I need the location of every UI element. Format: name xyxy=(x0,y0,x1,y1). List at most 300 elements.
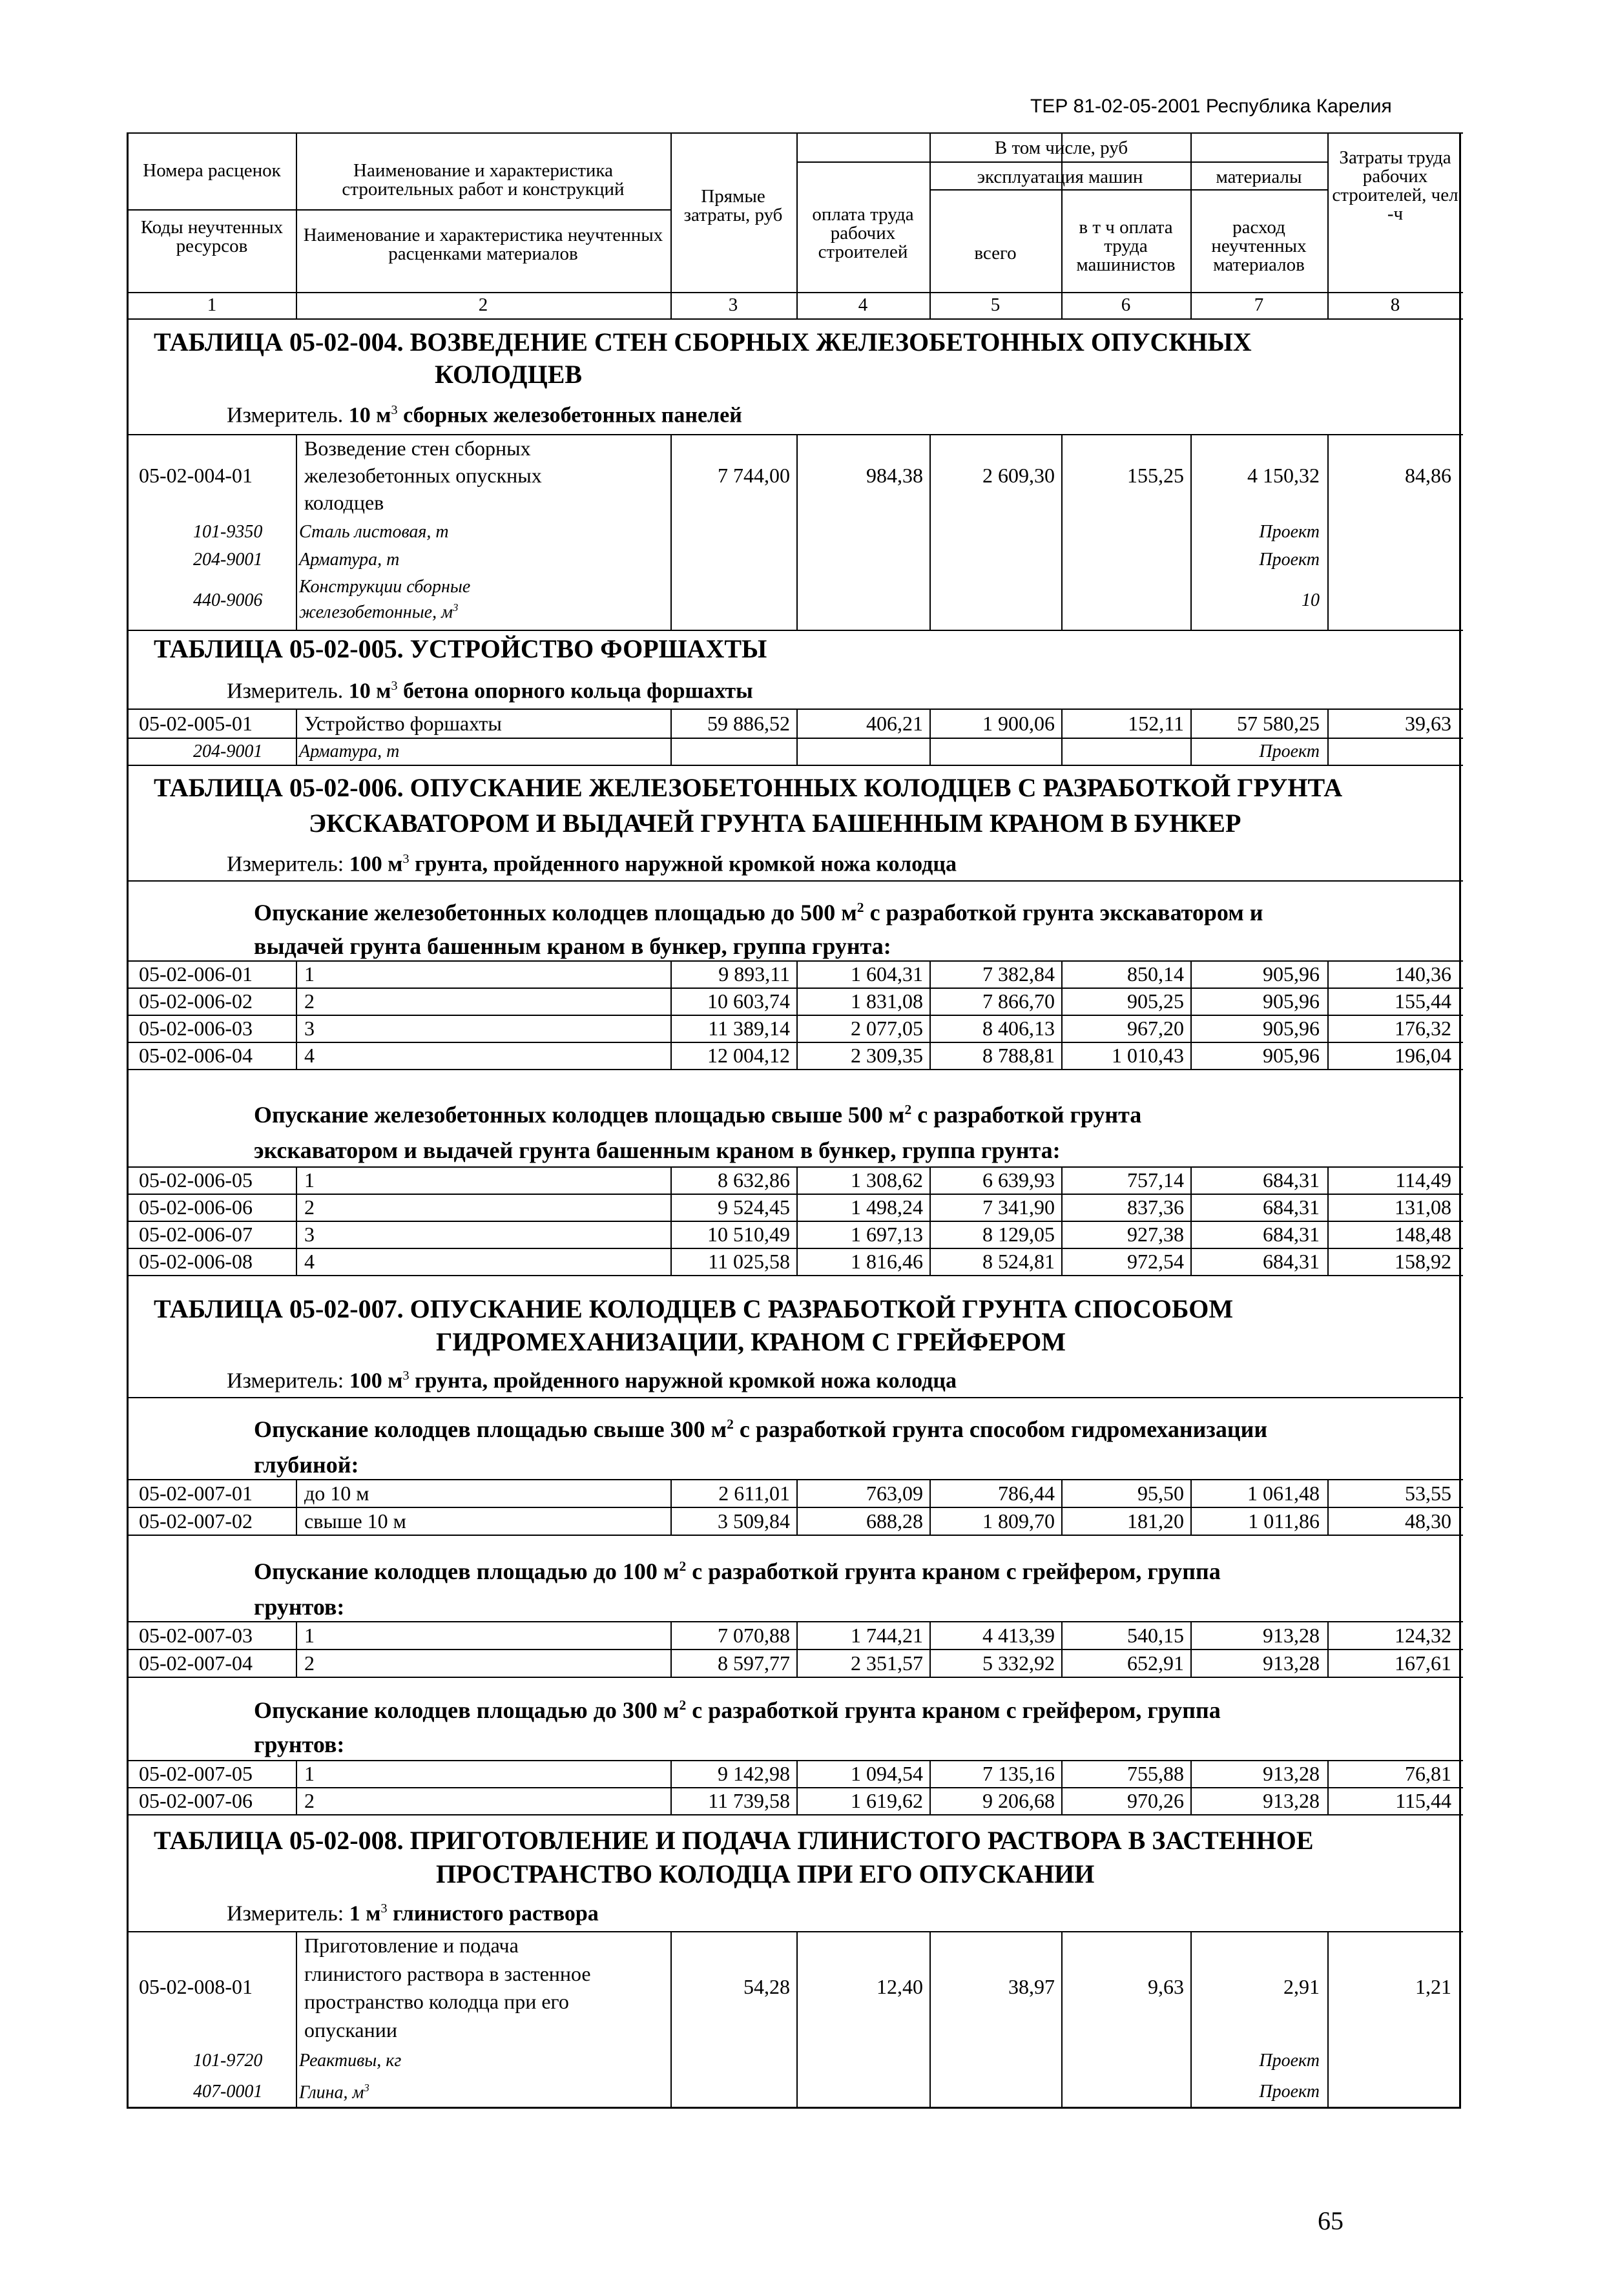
column-line xyxy=(1327,1621,1329,1649)
t008-row-code: 05-02-008-01 xyxy=(139,1975,253,1998)
column-line xyxy=(670,1479,672,1507)
column-line xyxy=(929,1621,931,1649)
measurer-text: сборных железобетонных панелей xyxy=(397,403,742,428)
t007-row-4-c8: 167,61 xyxy=(1395,1651,1451,1675)
column-line xyxy=(670,738,672,765)
t007-row-2-c8: 48,30 xyxy=(1405,1509,1451,1533)
column-numbers-line xyxy=(129,318,1463,320)
column-line xyxy=(670,1042,672,1069)
t008-row-c5: 38,97 xyxy=(1008,1975,1055,1998)
t006-row-6-c7: 684,31 xyxy=(1263,1195,1320,1219)
t006-row-1-c6: 850,14 xyxy=(1127,962,1184,986)
column-line xyxy=(1190,738,1192,765)
column-line xyxy=(1190,1166,1192,1194)
measurer-label: Измеритель: xyxy=(227,1901,349,1926)
column-line xyxy=(1327,1166,1329,1194)
t007-row-2-c3: 3 509,84 xyxy=(718,1509,790,1533)
t006-title-1: ТАБЛИЦА 05-02-006. ОПУСКАНИЕ ЖЕЛЕЗОБЕТОННЫХ КОЛОДЦЕВ С РАЗРАБОТКОЙ ГРУНТА xyxy=(154,773,1343,802)
header-rashod: расход неучтенных материалов xyxy=(1211,217,1307,275)
t006-row-2-c5: 7 866,70 xyxy=(982,989,1055,1013)
t004-row-c3: 7 744,00 xyxy=(718,464,790,487)
column-line xyxy=(1327,1649,1329,1677)
subgroup-text: Опускание колодцев площадью до 300 м xyxy=(254,1697,680,1723)
t006-row-4-c7: 905,96 xyxy=(1263,1044,1320,1067)
t007-measurer xyxy=(227,1369,957,1392)
t006-groupB-heading xyxy=(254,1103,1141,1126)
t008-row-name-2: глинистого раствора в застенное xyxy=(304,1962,591,1985)
measurer-unit: 100 м xyxy=(349,1369,403,1393)
t007-row-1-c3: 2 611,01 xyxy=(718,1481,790,1505)
rule-line xyxy=(129,1069,1463,1070)
t004-res-2-name: Арматура, т xyxy=(299,550,400,570)
column-line xyxy=(1190,988,1192,1015)
t007-row-2-c6: 181,20 xyxy=(1127,1509,1184,1533)
t006-row-5-c3: 8 632,86 xyxy=(718,1168,790,1192)
t007-row-4-c6: 652,91 xyxy=(1127,1651,1184,1675)
t007-row-3-code: 05-02-007-03 xyxy=(139,1623,253,1647)
t004-res-3-c7: 10 xyxy=(1302,590,1320,610)
column-line xyxy=(1190,1194,1192,1221)
t007-title-1: ТАБЛИЦА 05-02-007. ОПУСКАНИЕ КОЛОДЦЕВ С РАЗРАБОТКОЙ ГРУНТА СПОСОБОМ xyxy=(154,1294,1234,1323)
column-line xyxy=(1327,708,1329,738)
t004-title-1: ТАБЛИЦА 05-02-004. ВОЗВЕДЕНИЕ СТЕН СБОРНЫХ ЖЕЛЕЗОБЕТОННЫХ ОПУСКНЫХ xyxy=(154,327,1252,357)
t007-groupA-heading-line2: глубиной: xyxy=(254,1452,359,1478)
t007-row-4-c4: 2 351,57 xyxy=(851,1651,923,1675)
column-line xyxy=(1190,1760,1192,1787)
column-line xyxy=(1061,1931,1063,2109)
t007-groupC-heading-line2: грунтов: xyxy=(254,1732,345,1757)
subgroup-text: с разработкой грунта краном с грейфером, группа xyxy=(686,1558,1221,1584)
t008-title-2: ПРОСТРАНСТВО КОЛОДЦА ПРИ ЕГО ОПУСКАНИИ xyxy=(436,1859,1095,1888)
t004-row-name-3: колодцев xyxy=(304,491,384,514)
header-nomera: Номера расценок xyxy=(143,160,281,181)
column-line xyxy=(296,1194,297,1221)
t006-row-7-c7: 684,31 xyxy=(1263,1223,1320,1246)
rule-line xyxy=(129,1397,1463,1398)
t007-row-3-name: 1 xyxy=(304,1623,315,1647)
column-line xyxy=(929,1221,931,1248)
header-v-tom-chisle: В том числе, руб xyxy=(994,138,1128,158)
column-line xyxy=(929,132,931,318)
t004-title-2: КОЛОДЦЕВ xyxy=(435,360,583,389)
t004-res-1-name: Сталь листовая, т xyxy=(299,522,449,542)
t006-row-2-c4: 1 831,08 xyxy=(851,989,923,1013)
column-line xyxy=(296,1621,297,1649)
measurer-text: грунта, пройденного наружной кромкой ножа колодца xyxy=(409,1369,957,1393)
t006-row-2-c3: 10 603,74 xyxy=(707,989,790,1013)
column-line xyxy=(670,1015,672,1042)
header-vsego: всего xyxy=(974,243,1017,264)
rule-line xyxy=(129,765,1463,766)
column-line xyxy=(1190,434,1192,630)
subgroup-text: Опускание железобетонных колодцев площадью до 500 м xyxy=(254,900,857,926)
column-line xyxy=(1190,1649,1192,1677)
column-line xyxy=(796,1649,798,1677)
rule-line xyxy=(129,1507,1463,1508)
header-naim2: Наименование и характеристика неучтенных расценками материалов xyxy=(303,225,663,264)
column-line xyxy=(929,1042,931,1069)
column-line xyxy=(1061,1194,1063,1221)
t006-row-6-name: 2 xyxy=(304,1195,315,1219)
t007-row-4-c7: 913,28 xyxy=(1263,1651,1320,1675)
subgroup-text: с разработкой грунта xyxy=(911,1102,1142,1128)
column-line xyxy=(796,1221,798,1248)
resource-name: железобетонные, м xyxy=(299,602,453,623)
measurer-unit: 100 м xyxy=(349,852,403,876)
column-line xyxy=(670,132,672,318)
column-line xyxy=(1061,1621,1063,1649)
column-line xyxy=(670,960,672,988)
column-line xyxy=(796,1015,798,1042)
rule-line xyxy=(129,1677,1463,1678)
rule-line xyxy=(129,1931,1463,1932)
t008-title-1: ТАБЛИЦА 05-02-008. ПРИГОТОВЛЕНИЕ И ПОДАЧА ГЛИНИСТОГО РАСТВОРА В ЗАСТЕННОЕ xyxy=(154,1826,1314,1855)
t006-row-5-c6: 757,14 xyxy=(1127,1168,1184,1192)
t006-row-7-c5: 8 129,05 xyxy=(982,1223,1055,1246)
column-line xyxy=(1190,132,1192,318)
t007-row-1-name: до 10 м xyxy=(304,1481,369,1505)
column-line xyxy=(929,738,931,765)
t007-row-4-code: 05-02-007-04 xyxy=(139,1651,253,1675)
column-line xyxy=(929,1248,931,1275)
column-line xyxy=(296,1787,297,1814)
t004-res-3-code: 440-9006 xyxy=(193,590,263,610)
t007-row-1-c4: 763,09 xyxy=(866,1481,923,1505)
column-line xyxy=(1327,1507,1329,1535)
column-line xyxy=(796,1248,798,1275)
t006-title-2: ЭКСКАВАТОРОМ И ВЫДАЧЕЙ ГРУНТА БАШЕННЫМ КРАНОМ В БУНКЕР xyxy=(309,809,1241,838)
column-line xyxy=(1190,960,1192,988)
t007-groupA-heading xyxy=(254,1418,1267,1441)
column-number-2: 2 xyxy=(478,295,488,315)
subgroup-exponent: 2 xyxy=(727,1416,734,1432)
t007-row-6-c7: 913,28 xyxy=(1263,1789,1320,1812)
measurer-unit: 10 м xyxy=(348,403,391,428)
column-line xyxy=(929,1194,931,1221)
column-line xyxy=(929,1931,931,2109)
rule-line xyxy=(129,1649,1463,1650)
t005-title: ТАБЛИЦА 05-02-005. УСТРОЙСТВО ФОРШАХТЫ xyxy=(154,634,767,663)
column-line xyxy=(1190,1221,1192,1248)
column-line xyxy=(1061,1479,1063,1507)
column-line xyxy=(1327,1479,1329,1507)
measurer-text: глинистого раствора xyxy=(387,1901,599,1926)
column-line xyxy=(796,1479,798,1507)
t006-row-5-name: 1 xyxy=(304,1168,315,1192)
t007-row-4-c3: 8 597,77 xyxy=(718,1651,790,1675)
column-line xyxy=(1327,988,1329,1015)
t007-row-5-c4: 1 094,54 xyxy=(851,1762,923,1785)
t007-row-2-c5: 1 809,70 xyxy=(982,1509,1055,1533)
column-line xyxy=(1327,1760,1329,1787)
column-line xyxy=(1061,1649,1063,1677)
measurer-exponent: 3 xyxy=(391,679,398,693)
t006-row-7-c8: 148,48 xyxy=(1395,1223,1451,1246)
column-line xyxy=(1327,434,1329,630)
measurer-label: Измеритель: xyxy=(227,1369,349,1393)
t007-row-5-c8: 76,81 xyxy=(1405,1762,1451,1785)
column-line xyxy=(1327,1931,1329,2109)
t007-row-1-c5: 786,44 xyxy=(998,1481,1055,1505)
measurer-text: бетона опорного кольца форшахты xyxy=(397,679,753,703)
t007-row-6-c5: 9 206,68 xyxy=(982,1789,1055,1812)
t005-row-c7: 57 580,25 xyxy=(1237,711,1320,735)
column-line xyxy=(929,708,931,738)
t006-row-1-c8: 140,36 xyxy=(1395,962,1451,986)
column-number-4: 4 xyxy=(858,295,868,315)
subgroup-text: с разработкой грунта краном с грейфером, группа xyxy=(686,1697,1221,1723)
column-line xyxy=(670,1621,672,1649)
t006-row-7-c6: 927,38 xyxy=(1127,1223,1184,1246)
column-line xyxy=(296,1042,297,1069)
column-line xyxy=(1327,1248,1329,1275)
column-line xyxy=(1327,1194,1329,1221)
subgroup-exponent: 2 xyxy=(904,1102,912,1117)
column-line xyxy=(296,1166,297,1194)
t007-groupB-heading-line2: грунтов: xyxy=(254,1594,345,1620)
t006-row-3-c5: 8 406,13 xyxy=(982,1017,1055,1040)
column-line xyxy=(296,1649,297,1677)
t007-row-5-code: 05-02-007-05 xyxy=(139,1762,253,1785)
column-line xyxy=(1190,1621,1192,1649)
column-line xyxy=(796,960,798,988)
t008-row-c7: 2,91 xyxy=(1283,1975,1320,1998)
t005-row-c3: 59 886,52 xyxy=(707,711,790,735)
column-line xyxy=(1061,1042,1063,1069)
t006-row-6-c8: 131,08 xyxy=(1395,1195,1451,1219)
subgroup-text: Опускание железобетонных колодцев площадью свыше 500 м xyxy=(254,1102,905,1128)
column-number-5: 5 xyxy=(990,295,1001,315)
column-line xyxy=(796,1042,798,1069)
t006-groupA-heading-line2: выдачей грунта башенным краном в бункер, группа грунта: xyxy=(254,933,891,959)
column-line xyxy=(1327,1787,1329,1814)
t005-row-c5: 1 900,06 xyxy=(982,711,1055,735)
t006-row-6-c4: 1 498,24 xyxy=(851,1195,923,1219)
rule-line xyxy=(129,880,1463,882)
t004-row-c8: 84,86 xyxy=(1405,464,1451,487)
measurer-unit: 10 м xyxy=(348,679,391,703)
rule-line xyxy=(129,1275,1463,1276)
column-line xyxy=(296,708,297,738)
t006-row-2-name: 2 xyxy=(304,989,315,1013)
column-line xyxy=(929,1787,931,1814)
measurer-exponent: 3 xyxy=(402,852,410,866)
column-line xyxy=(1061,1221,1063,1248)
measurer-text: грунта, пройденного наружной кромкой ножа колодца xyxy=(409,852,957,876)
subgroup-text: с разработкой грунта способом гидромеханизации xyxy=(733,1416,1268,1442)
resource-exponent: 3 xyxy=(364,2082,369,2094)
t004-res-3-name1: Конструкции сборные xyxy=(299,577,471,597)
t006-row-6-c3: 9 524,45 xyxy=(718,1195,790,1219)
column-line xyxy=(670,1194,672,1221)
column-line xyxy=(1190,1479,1192,1507)
t006-row-4-c3: 12 004,12 xyxy=(707,1044,790,1067)
t006-row-8-c8: 158,92 xyxy=(1395,1250,1451,1273)
t005-res-1-name: Арматура, т xyxy=(299,741,400,761)
column-line xyxy=(1190,1015,1192,1042)
t008-row-c4: 12,40 xyxy=(877,1975,923,1998)
column-line xyxy=(296,1931,297,2109)
t006-row-3-c3: 11 389,14 xyxy=(708,1017,790,1040)
t008-row-name-3: пространство колодца при его xyxy=(304,1990,569,2013)
column-line xyxy=(1327,1221,1329,1248)
column-line xyxy=(796,1760,798,1787)
header-materialy: материалы xyxy=(1216,167,1302,187)
t008-res-1-c7: Проект xyxy=(1259,2051,1320,2071)
column-line xyxy=(1190,1248,1192,1275)
rule-line xyxy=(129,1760,1463,1761)
t006-row-5-code: 05-02-006-05 xyxy=(139,1168,253,1192)
t006-row-3-c4: 2 077,05 xyxy=(851,1017,923,1040)
column-line xyxy=(929,434,931,630)
column-line xyxy=(929,1507,931,1535)
header-pryamye: Прямые затраты, руб xyxy=(683,186,783,225)
t008-res-2-c7: Проект xyxy=(1259,2082,1320,2102)
t004-row-c4: 984,38 xyxy=(866,464,923,487)
t006-row-1-c5: 7 382,84 xyxy=(982,962,1055,986)
rule-line xyxy=(129,630,1463,631)
subgroup-text: Опускание колодцев площадью до 100 м xyxy=(254,1558,680,1584)
column-line xyxy=(796,1621,798,1649)
resource-name: Глина, м xyxy=(299,2082,364,2103)
t007-row-3-c7: 913,28 xyxy=(1263,1623,1320,1647)
measurer-label: Измеритель. xyxy=(227,403,349,428)
column-line xyxy=(796,434,798,630)
t006-groupB-heading-line2: экскаватором и выдачей грунта башенным краном в бункер, группа грунта: xyxy=(254,1137,1061,1163)
rule-line xyxy=(129,1166,1463,1168)
t007-row-6-c8: 115,44 xyxy=(1395,1789,1451,1812)
column-line xyxy=(796,1787,798,1814)
column-line xyxy=(670,1221,672,1248)
column-line xyxy=(296,1760,297,1787)
measurer-unit: 1 м xyxy=(349,1901,381,1926)
header-naim1: Наименование и характеристика строительных работ и конструкций xyxy=(342,160,625,200)
t004-res-3-name2 xyxy=(299,603,458,621)
t007-row-6-c6: 970,26 xyxy=(1127,1789,1184,1812)
t006-row-4-code: 05-02-006-04 xyxy=(139,1044,253,1067)
t008-row-c6: 9,63 xyxy=(1148,1975,1184,1998)
column-line xyxy=(670,1248,672,1275)
t007-row-1-c7: 1 061,48 xyxy=(1247,1481,1320,1505)
t007-row-2-code: 05-02-007-02 xyxy=(139,1509,253,1533)
t005-row-c4: 406,21 xyxy=(866,711,923,735)
t006-row-6-code: 05-02-006-06 xyxy=(139,1195,253,1219)
t004-row-c5: 2 609,30 xyxy=(982,464,1055,487)
header-subline xyxy=(129,209,670,211)
t006-row-2-c6: 905,25 xyxy=(1127,989,1184,1013)
document-reference: ТЕР 81-02-05-2001 Республика Карелия xyxy=(1030,96,1392,117)
column-line xyxy=(1327,132,1329,318)
column-line xyxy=(1327,960,1329,988)
t007-row-5-c6: 755,88 xyxy=(1127,1762,1184,1785)
column-line xyxy=(670,1507,672,1535)
column-line xyxy=(296,988,297,1015)
t004-row-name-2: железобетонных опускных xyxy=(304,464,542,487)
header-bottom-line xyxy=(129,292,1463,293)
t007-row-1-c8: 53,55 xyxy=(1405,1481,1451,1505)
t006-row-3-code: 05-02-006-03 xyxy=(139,1017,253,1040)
t007-row-3-c4: 1 744,21 xyxy=(851,1623,923,1647)
column-line xyxy=(1061,1166,1063,1194)
estimate-table xyxy=(127,132,1461,2109)
t006-row-1-c7: 905,96 xyxy=(1263,962,1320,986)
t006-row-3-name: 3 xyxy=(304,1017,315,1040)
measurer-exponent: 3 xyxy=(391,403,398,417)
t007-row-2-name: свыше 10 м xyxy=(304,1509,406,1533)
column-line xyxy=(796,1507,798,1535)
t006-row-7-c3: 10 510,49 xyxy=(707,1223,790,1246)
t004-res-2-c7: Проект xyxy=(1259,550,1320,570)
column-line xyxy=(1190,708,1192,738)
column-line xyxy=(296,132,297,318)
column-line xyxy=(670,1760,672,1787)
t006-row-1-name: 1 xyxy=(304,962,315,986)
t007-row-5-c5: 7 135,16 xyxy=(982,1762,1055,1785)
t007-title-2: ГИДРОМЕХАНИЗАЦИИ, КРАНОМ С ГРЕЙФЕРОМ xyxy=(436,1327,1066,1356)
column-line xyxy=(1061,132,1063,318)
t005-measurer xyxy=(227,679,753,702)
column-line xyxy=(670,1166,672,1194)
t008-res-1-code: 101-9720 xyxy=(193,2051,263,2071)
t006-row-8-code: 05-02-006-08 xyxy=(139,1250,253,1273)
t007-row-6-code: 05-02-007-06 xyxy=(139,1789,253,1812)
column-line xyxy=(1190,1787,1192,1814)
column-line xyxy=(1190,1507,1192,1535)
column-line xyxy=(296,434,297,630)
resource-exponent: 3 xyxy=(452,601,459,614)
t007-row-2-c7: 1 011,86 xyxy=(1248,1509,1320,1533)
t006-row-7-c4: 1 697,13 xyxy=(851,1223,923,1246)
t006-row-2-c8: 155,44 xyxy=(1395,989,1451,1013)
measurer-label: Измеритель: xyxy=(227,852,349,876)
subgroup-exponent: 2 xyxy=(679,1558,687,1574)
t007-row-3-c8: 124,32 xyxy=(1395,1623,1451,1647)
column-line xyxy=(1061,738,1063,765)
t006-row-6-c5: 7 341,90 xyxy=(982,1195,1055,1219)
column-line xyxy=(1061,1787,1063,1814)
column-line xyxy=(1190,1042,1192,1069)
t004-measurer xyxy=(227,404,742,426)
column-line xyxy=(1061,434,1063,630)
column-line xyxy=(796,738,798,765)
header-ekspl: эксплуатация машин xyxy=(977,167,1143,187)
t007-row-4-c5: 5 332,92 xyxy=(982,1651,1055,1675)
column-line xyxy=(296,1479,297,1507)
t008-res-2-name xyxy=(299,2083,369,2102)
column-line xyxy=(1061,1760,1063,1787)
t008-row-c8: 1,21 xyxy=(1415,1975,1451,1998)
subgroup-exponent: 2 xyxy=(856,900,864,915)
rule-line xyxy=(129,988,1463,989)
column-line xyxy=(929,1166,931,1194)
t007-row-1-code: 05-02-007-01 xyxy=(139,1481,253,1505)
column-line xyxy=(1190,1931,1192,2109)
t008-res-2-code: 407-0001 xyxy=(193,2082,263,2102)
rule-line xyxy=(129,1248,1463,1249)
t006-row-8-name: 4 xyxy=(304,1250,315,1273)
column-line xyxy=(1061,960,1063,988)
t006-row-4-c4: 2 309,35 xyxy=(851,1044,923,1067)
t006-measurer xyxy=(227,853,957,875)
column-number-1: 1 xyxy=(207,295,217,315)
header-subline xyxy=(929,189,1327,191)
t007-row-6-c3: 11 739,58 xyxy=(708,1789,790,1812)
column-line xyxy=(796,1166,798,1194)
column-line xyxy=(796,132,798,318)
column-line xyxy=(1327,1042,1329,1069)
t005-row-c6: 152,11 xyxy=(1128,711,1184,735)
rule-line xyxy=(129,434,1463,435)
